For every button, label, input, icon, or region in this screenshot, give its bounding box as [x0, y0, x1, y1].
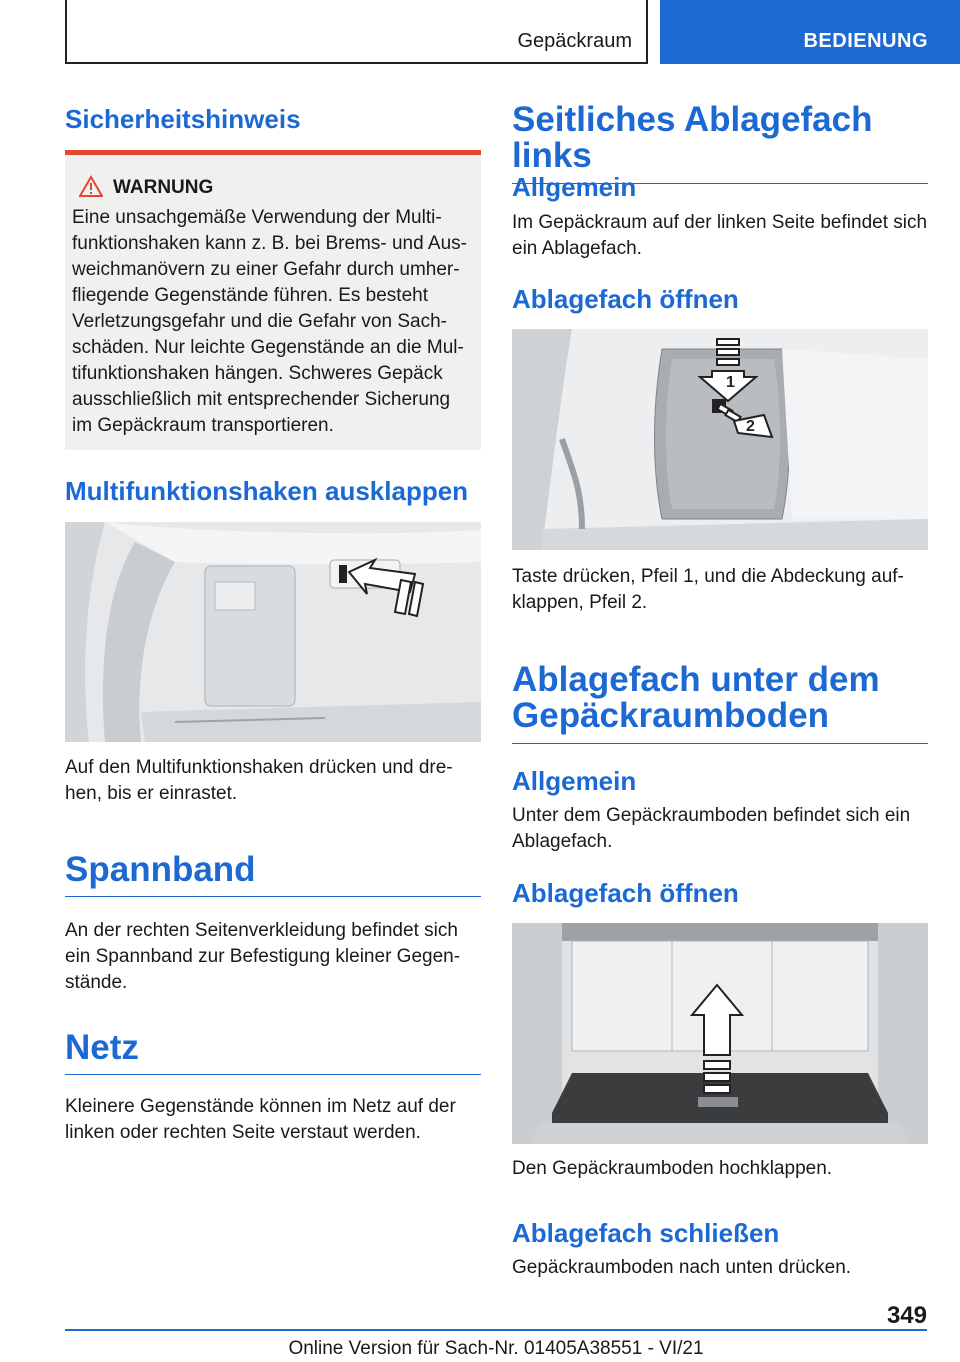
text-line: linken oder rechten Seite verstaut werden. — [65, 1122, 421, 1143]
strap-title: Spannband — [65, 852, 481, 897]
hooks-caption — [65, 755, 481, 807]
header-chapter-title: BEDIENUNG — [803, 30, 928, 52]
net-text — [65, 1094, 481, 1146]
header-section-title: Gepäckraum — [517, 30, 632, 52]
general-1-title: Allgemein — [512, 172, 637, 202]
text-line: ein Spannband zur Befestigung kleiner Gegen- — [65, 946, 461, 967]
text-line: An der rechten Seitenverkleidung befindet sich — [65, 920, 458, 941]
page-number: 349 — [886, 1302, 927, 1329]
side-compartment-title: Seitliches Ablagefach links — [512, 102, 928, 184]
warning-line: im Gepäckraum transportieren. — [72, 415, 334, 436]
arrow-label-2: 2 — [746, 418, 755, 435]
warning-line: Verletzungsgefahr und die Gefahr von Sach- — [72, 311, 447, 332]
hooks-illustration — [65, 522, 481, 742]
text-line: Kleinere Gegenstände können im Netz auf der — [65, 1096, 456, 1117]
open-1-title: Ablagefach öffnen — [512, 284, 739, 314]
net-title: Netz — [65, 1030, 481, 1075]
hooks-title: Multifunktionshaken ausklappen — [65, 476, 469, 506]
text-line: Unter dem Gepäckraumboden befindet sich ein — [512, 805, 911, 826]
general-2-title: Allgemein — [512, 766, 637, 796]
close-title: Ablagefach schließen — [512, 1218, 780, 1248]
floor-compartment-title — [512, 662, 928, 744]
footer-divider — [65, 1329, 927, 1331]
warning-line: fliegende Gegenstände führen. Es besteht — [72, 285, 428, 306]
title-line: Gepäckraumboden — [512, 696, 830, 736]
caption-line: klappen, Pfeil 2. — [512, 592, 648, 613]
general-1-text — [512, 210, 928, 262]
caption-line: hen, bis er einrastet. — [65, 783, 238, 804]
open-2-caption: Den Gepäckraumboden hochklappen. — [512, 1158, 833, 1179]
warning-triangle-icon — [79, 175, 103, 197]
warning-line: schäden. Nur leichte Gegenstände an die Mul- — [72, 337, 464, 358]
general-2-text — [512, 803, 928, 855]
caption-line: Taste drücken, Pfeil 1, und die Abdeckung auf- — [512, 566, 904, 587]
warning-line: funktionshaken kann z. B. bei Brems- und Aus- — [72, 233, 467, 254]
text-line: Im Gepäckraum auf der linken Seite befindet sich — [512, 212, 928, 233]
title-line: Ablagefach unter dem — [512, 660, 880, 699]
warning-line: ausschließlich mit entsprechender Sicherung — [72, 389, 451, 410]
warning-label: WARNUNG — [113, 177, 214, 198]
floor-compartment-illustration — [512, 923, 928, 1144]
arrow-label-1: 1 — [726, 374, 735, 391]
header-chapter-tab — [660, 0, 960, 64]
warning-box — [65, 150, 481, 450]
header-section-box — [65, 0, 648, 64]
safety-title: Sicherheitshinweis — [65, 104, 301, 134]
text-line: Ablagefach. — [512, 831, 613, 852]
open-1-caption — [512, 564, 928, 616]
footer-version-text: Online Version für Sach-Nr. 01405A38551 - VI/21 — [288, 1338, 704, 1359]
text-line: stände. — [65, 972, 128, 993]
side-compartment-illustration — [512, 329, 928, 550]
open-2-title: Ablagefach öffnen — [512, 878, 739, 908]
warning-line: weichmanövern zu einer Gefahr durch umher- — [72, 259, 460, 280]
close-text: Gepäckraumboden nach unten drücken. — [512, 1257, 852, 1278]
warning-line: tifunktionshaken hängen. Schweres Gepäck — [72, 363, 443, 384]
warning-text — [72, 205, 474, 439]
text-line: ein Ablagefach. — [512, 238, 642, 259]
strap-text — [65, 918, 481, 996]
caption-line: Auf den Multifunktionshaken drücken und dre- — [65, 757, 453, 778]
warning-line: Eine unsachgemäße Verwendung der Multi- — [72, 207, 442, 228]
